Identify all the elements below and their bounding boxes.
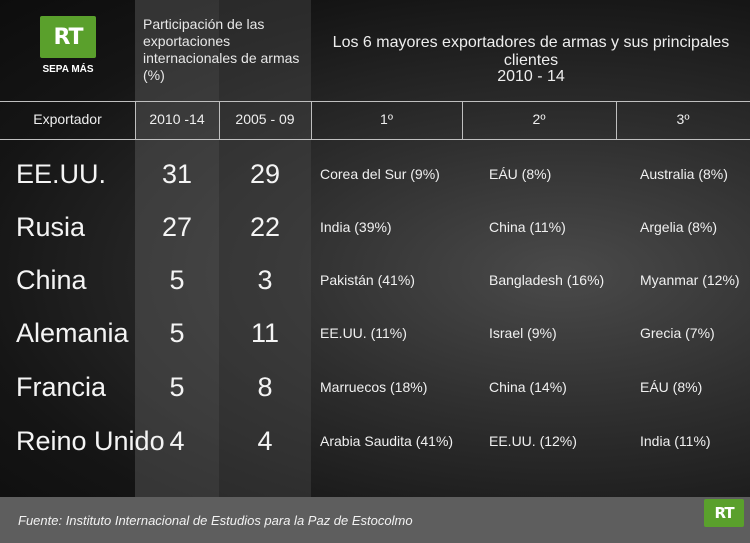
client-1: India (39%) <box>320 219 392 235</box>
share-2005-09: 8 <box>257 372 273 402</box>
client-1: Corea del Sur (9%) <box>320 166 440 182</box>
client-2: EE.UU. (12%) <box>489 433 577 449</box>
share-2010-14: 5 <box>169 265 185 295</box>
client-3: Argelia (8%) <box>640 219 718 235</box>
share-2005-09: 4 <box>257 426 273 456</box>
page-title: Los 6 mayores exportadores de armas y sus principales clientes <box>332 34 730 69</box>
table-row <box>0 307 750 360</box>
column-header-exporter: Exportador <box>33 111 102 127</box>
client-1: Marruecos (18%) <box>320 379 428 395</box>
client-2: Bangladesh (16%) <box>489 272 605 288</box>
client-1: Pakistán (41%) <box>320 272 415 288</box>
client-2: China (11%) <box>489 219 566 235</box>
column-header-client-3: 3º <box>676 111 690 127</box>
client-1: EE.UU. (11%) <box>320 325 407 341</box>
share-2010-14: 27 <box>161 212 193 242</box>
page-subtitle-years: 2010 - 14 <box>497 68 565 85</box>
client-3: Grecia (7%) <box>640 325 715 341</box>
client-3: India (11%) <box>640 433 711 449</box>
client-2: Israel (9%) <box>489 325 557 341</box>
column-header-2010-14: 2010 -14 <box>149 111 205 127</box>
column-header-client-1: 1º <box>380 111 393 127</box>
client-2: EÁU (8%) <box>489 166 552 182</box>
rt-footer-logo <box>704 499 744 527</box>
exporter-name: Rusia <box>16 212 86 242</box>
column-header-2005-09: 2005 - 09 <box>235 111 295 127</box>
source-note: Fuente: Instituto Internacional de Estudios para la Paz de Estocolmo <box>18 513 413 528</box>
share-2010-14: 31 <box>161 159 193 189</box>
table-row <box>0 361 750 414</box>
client-2: China (14%) <box>489 379 567 395</box>
exporter-name: China <box>16 265 87 295</box>
share-2005-09: 22 <box>249 212 281 242</box>
share-2010-14: 5 <box>169 372 185 402</box>
exporter-name: EE.UU. <box>16 159 107 189</box>
client-3: Australia (8%) <box>640 166 728 182</box>
table-row <box>0 148 750 201</box>
brand-tagline: SEPA MÁS <box>42 64 94 75</box>
exporter-name: Reino Unido <box>16 426 165 456</box>
rt-logo-text: RT <box>53 24 83 50</box>
share-2005-09: 3 <box>257 265 273 295</box>
column-header-client-2: 2º <box>532 111 546 127</box>
share-header-label: Participación de las exportaciones internacionales de armas (%) <box>143 16 300 83</box>
rt-footer-logo-text: RT <box>714 504 734 522</box>
exporter-name: Francia <box>16 372 107 402</box>
table-row <box>0 415 750 468</box>
share-2005-09: 11 <box>250 318 280 348</box>
share-2005-09: 29 <box>249 159 281 189</box>
table-row <box>0 254 750 307</box>
client-3: EÁU (8%) <box>640 379 703 395</box>
rt-logo <box>40 16 96 58</box>
client-1: Arabia Saudita (41%) <box>320 433 454 449</box>
client-3: Myanmar (12%) <box>640 272 740 288</box>
header-bottom-rule <box>0 139 750 140</box>
share-2010-14: 4 <box>169 426 185 456</box>
header-top-rule <box>0 101 750 102</box>
footer-bar <box>0 497 750 543</box>
share-2010-14: 5 <box>169 318 185 348</box>
exporter-name: Alemania <box>16 318 129 348</box>
table-row <box>0 201 750 254</box>
